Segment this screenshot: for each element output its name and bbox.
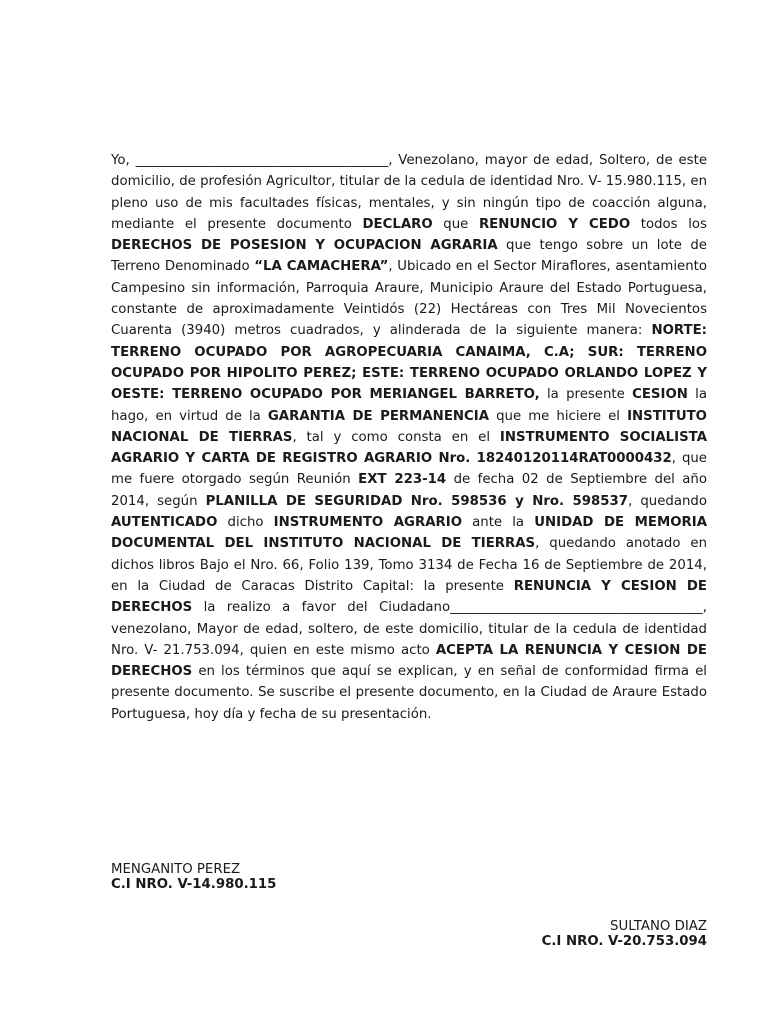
bold-text-run: “LA CAMACHERA” xyxy=(254,259,389,275)
text-run: , quedando xyxy=(628,493,707,509)
text-run: la realizo a favor del Ciudadano______________________________________, venezolano, Mayor de edad, soltero, de este domicilio, titular de la cedula de identidad Nro. V- 21.753.094, quien en este mismo acto xyxy=(111,600,707,658)
declaration-body xyxy=(111,150,707,725)
bold-text-run: AUTENTICADO xyxy=(111,515,218,531)
bold-text-run: DECLARO xyxy=(362,216,433,232)
bold-text-run: NORTE: TERRENO OCUPADO POR AGROPECUARIA CANAIMA, C.A; SUR: TERRENO OCUPADO POR HIPOLITO PEREZ; ESTE: TERRENO OCUPADO ORLANDO LOPEZ Y OESTE: TERRENO OCUPADO POR MERIANGEL BARRETO, xyxy=(111,323,707,403)
text-run: la hago, en virtud de la xyxy=(111,387,707,424)
signer-name-right: SULTANO DIAZ xyxy=(610,919,707,934)
signer-id-left: C.I NRO. V-14.980.115 xyxy=(111,877,277,892)
bold-text-run: DERECHOS DE POSESION Y OCUPACION AGRARIA xyxy=(111,238,498,254)
text-run: todos los xyxy=(630,216,707,232)
bold-text-run: INSTITUTO NACIONAL DE TIERRAS xyxy=(111,408,707,445)
text-run: , quedando anotado en dichos libros Bajo el Nro. 66, Folio 139, Tomo 3134 de Fecha 16 de Septiembre de 2014, en la Ciudad de Caracas Distrito Capital: la presente xyxy=(111,536,707,594)
bold-text-run: RENUNCIO Y CEDO xyxy=(478,216,631,232)
text-run: ante la xyxy=(462,515,535,531)
signer-name-left: MENGANITO PEREZ xyxy=(111,862,241,877)
text-run: que tengo sobre un lote de Terreno Denominado xyxy=(111,238,707,275)
text-run: dicho xyxy=(217,515,274,531)
bold-text-run: CESION xyxy=(632,387,688,403)
bold-text-run: ACEPTA LA RENUNCIA Y CESION DE DERECHOS xyxy=(111,642,707,680)
text-run: en los términos que aquí se explican, y en señal de conformidad firma el presente documento. Se suscribe el presente documento, en la Ciudad de Araure Estado Portuguesa, hoy día y fecha de su presentación. xyxy=(111,664,707,722)
bold-text-run: EXT 223-14 xyxy=(358,472,447,488)
signature-block-left xyxy=(111,862,276,892)
text-run: que me hiciere el xyxy=(489,408,628,424)
bold-text-run: UNIDAD DE MEMORIA DOCUMENTAL DEL INSTITUTO NACIONAL DE TIERRAS xyxy=(111,515,707,552)
text-run: , que me fuere otorgado según Reunión xyxy=(111,451,707,488)
signature-block-right xyxy=(542,919,707,949)
text-run: de fecha 02 de Septiembre del año 2014, según xyxy=(111,472,707,509)
bold-text-run: RENUNCIA Y CESION DE DERECHOS xyxy=(111,578,707,616)
bold-text-run: INSTRUMENTO SOCIALISTA AGRARIO Y CARTA DE REGISTRO AGRARIO Nro. 18240120114RAT0000432 xyxy=(111,429,707,467)
bold-text-run: PLANILLA DE SEGURIDAD Nro. 598536 y Nro. 598537 xyxy=(205,493,629,509)
signer-id-right: C.I NRO. V-20.753.094 xyxy=(541,934,707,949)
text-run: , Ubicado en el Sector Miraflores, asentamiento Campesino sin información, Parroquia Araure, Municipio Araure del Estado Portuguesa, constante de aproximadamente Veintidós (22) Hectáreas con Tres Mil Novecientos Cuarenta (3940) metros cuadrados, y alinderada de la siguiente manera: xyxy=(111,259,707,339)
text-run: que xyxy=(432,216,479,232)
bold-text-run: INSTRUMENTO AGRARIO xyxy=(273,515,462,531)
text-run: la presente xyxy=(539,387,633,403)
bold-text-run: GARANTIA DE PERMANENCIA xyxy=(267,408,490,424)
text-run: Yo, ______________________________________, Venezolano, mayor de edad, Soltero, de este domicilio, de profesión Agricultor, titular de la cedula de identidad Nro. V- 15.980.115, en pleno uso de mis facultades físicas, mentales, y sin ningún tipo de coacción alguna, mediante el presente documento xyxy=(111,153,707,232)
text-run: , tal y como consta en el xyxy=(292,429,500,445)
